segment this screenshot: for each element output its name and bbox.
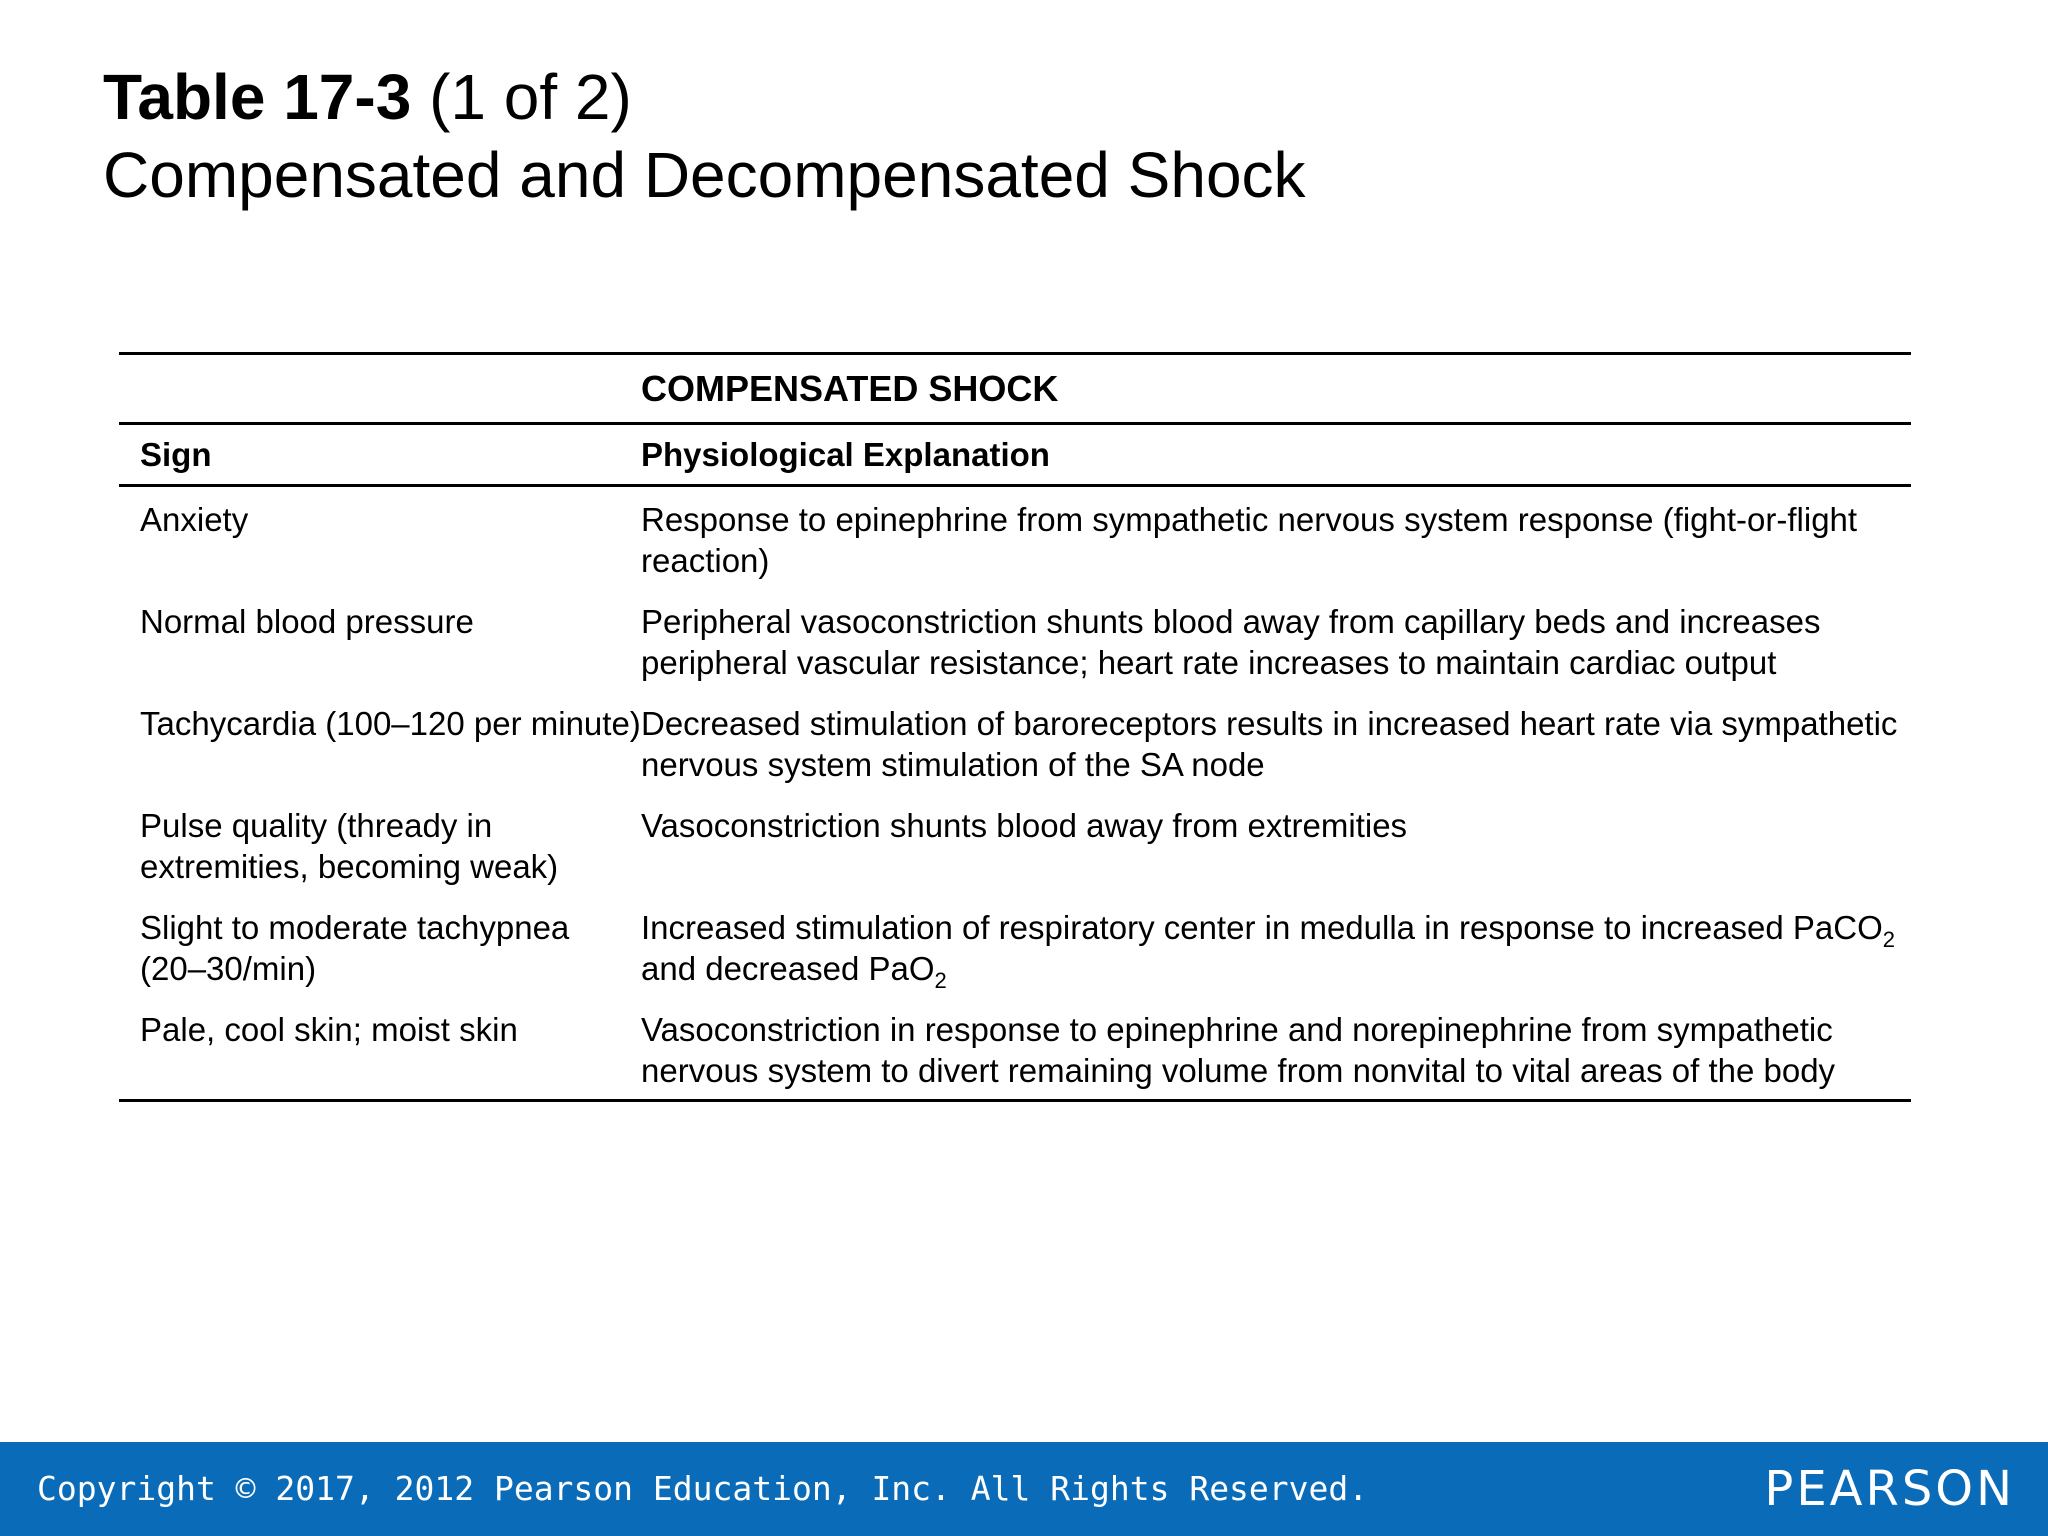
section-heading-spacer [119, 354, 641, 424]
explanation-cell: Vasoconstriction in response to epinephrine and norepinephrine from sympathetic nervous system to divert remaining volume from nonvital to vital areas of the body [641, 998, 1911, 1101]
table-row [119, 692, 1911, 794]
table-subtitle: Compensated and Decompensated Shock [103, 139, 1306, 211]
slide-title [103, 58, 1306, 214]
sign-cell: Pulse quality (thready in extremities, becoming weak) [140, 807, 559, 885]
subscript: 2 [934, 968, 947, 993]
shock-table [119, 352, 1911, 1102]
explanation-cell [641, 896, 1911, 998]
sign-cell: Pale, cool skin; moist skin [119, 998, 641, 1101]
column-header-sign: Sign [119, 424, 641, 486]
shock-table-container [119, 352, 1911, 1102]
explanation-cell: Decreased stimulation of baroreceptors results in increased heart rate via sympathetic nervous system stimulation of the SA node [641, 705, 1898, 783]
column-header-explanation: Physiological Explanation [641, 424, 1911, 486]
table-row [119, 486, 1911, 591]
explanation-cell: Vasoconstriction shunts blood away from extremities [641, 807, 1408, 844]
sign-cell: Anxiety [140, 501, 249, 538]
subscript: 2 [1882, 927, 1896, 952]
table-row [119, 590, 1911, 692]
section-heading: COMPENSATED SHOCK [641, 354, 1911, 424]
sign-cell: Tachycardia (100–120 per minute) [140, 705, 641, 742]
explanation-cell: Response to epinephrine from sympathetic nervous system response (fight-or-flight reaction) [641, 501, 1858, 579]
table-row [119, 794, 1911, 896]
copyright-notice: Copyright © 2017, 2012 Pearson Education, Inc. All Rights Reserved. [37, 1469, 1369, 1508]
table-row [119, 896, 1911, 998]
column-header-row [119, 424, 1911, 486]
explanation-cell: Peripheral vasoconstriction shunts blood away from capillary beds and increases peripheral vascular resistance; heart rate increases to maintain cardiac output [641, 603, 1821, 681]
explanation-text: and decreased PaO [641, 950, 935, 987]
pearson-logo: PEARSON [1764, 1461, 2015, 1517]
sign-cell: Normal blood pressure [140, 603, 474, 640]
explanation-text: Increased stimulation of respiratory center in medulla in response to increased PaCO [641, 909, 1883, 946]
sign-cell: Slight to moderate tachypnea (20–30/min) [140, 909, 570, 987]
footer-bar [0, 1442, 2048, 1536]
section-heading-row [119, 354, 1911, 424]
table-row [119, 998, 1911, 1101]
table-part: (1 of 2) [429, 61, 632, 133]
table-number: Table 17-3 [103, 61, 412, 133]
